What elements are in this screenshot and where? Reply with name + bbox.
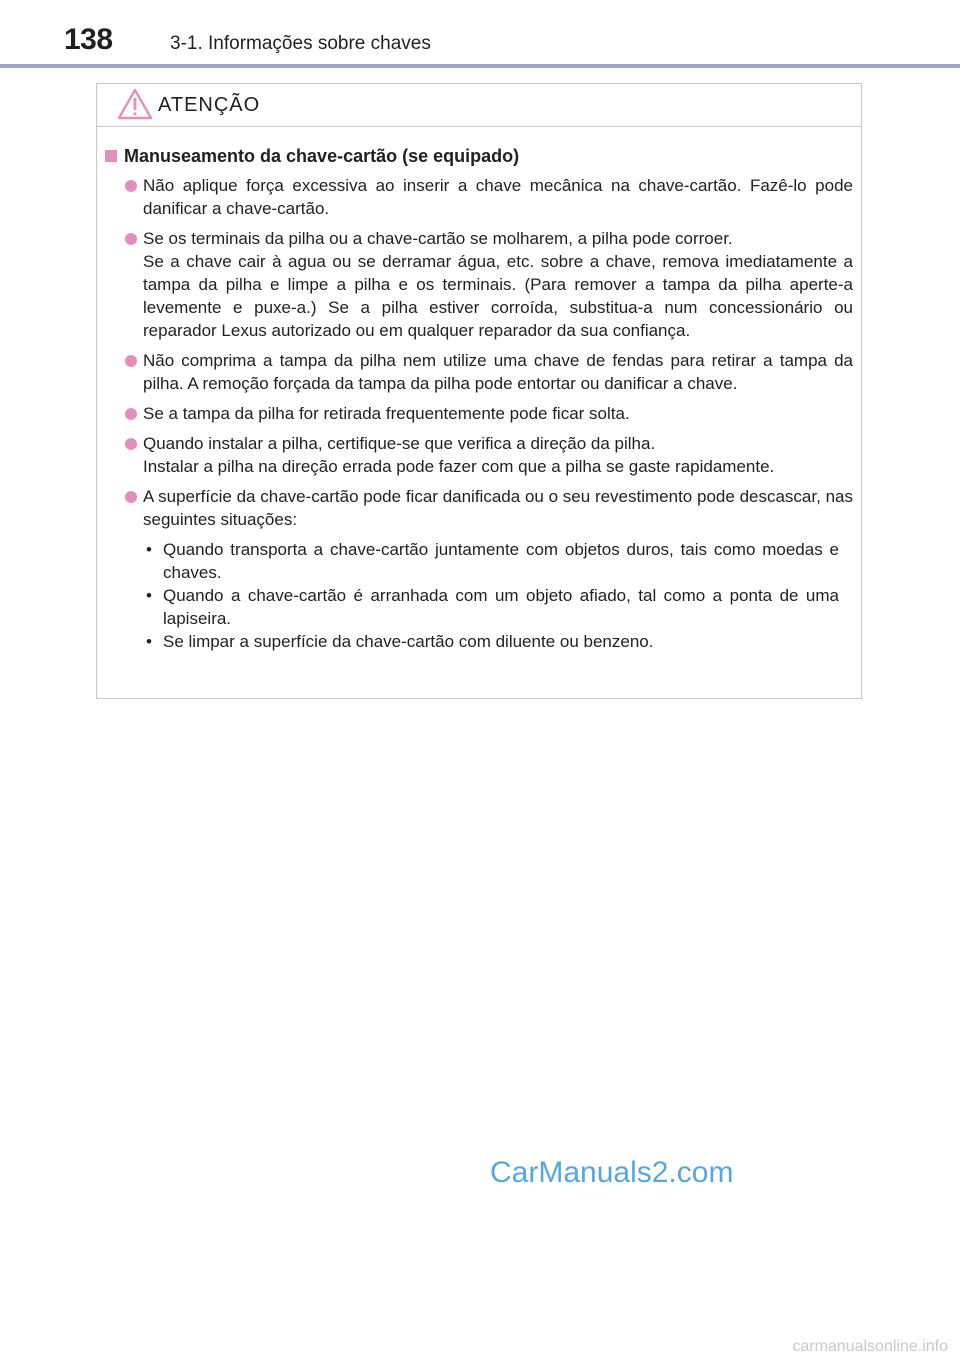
circle-bullet-icon [125,355,137,367]
item-text: Não aplique força excessiva ao inserir a chave mecânica na chave-cartão. Fazê-lo pode danificar a chave-cartão. [143,176,853,218]
section-title: 3-1. Informações sobre chaves [170,33,431,54]
subheading-text: Manuseamento da chave-cartão (se equipado) [124,146,520,166]
circle-bullet-icon [125,491,137,503]
square-bullet-icon [105,150,117,162]
sub-list-item [146,630,839,653]
page-number: 138 [64,23,113,56]
sub-list [146,538,839,653]
circle-bullet-icon [125,233,137,245]
item-text: A superfície da chave-cartão pode ficar danificada ou o seu revestimento pode descascar, nas seguintes situações: [143,487,853,529]
sub-list-item [146,538,839,584]
item-text: Não comprima a tampa da pilha nem utilize uma chave de fendas para retirar a tampa da pilha. A remoção forçada da tampa da pilha pode entortar ou danificar a chave. [143,351,853,393]
list-item [143,402,853,425]
list-item [143,485,853,653]
header-rule [0,64,960,68]
warning-box [96,83,862,699]
warning-header [97,84,861,127]
list-item [143,174,853,220]
list-item [143,349,853,395]
warning-triangle-icon [117,88,153,120]
circle-bullet-icon [125,180,137,192]
circle-bullet-icon [125,438,137,450]
item-text: Se a tampa da pilha for retirada frequentemente pode ficar solta. [143,404,630,423]
item-text: Se a chave cair à agua ou se derramar água, etc. sobre a chave, remova imediatamente a tampa da pilha e limpe a pilha e os terminais. (Para remover a tampa da pilha aperte-a levemente e puxe-a.) Se a pilha estiver corroída, substitua-a num concessionário ou reparador Lexus autorizado ou em qualquer reparador da sua confiança. [143,252,853,340]
warning-subheading [105,144,861,168]
footer-watermark: carmanualsonline.info [792,1338,948,1355]
item-text: Instalar a pilha na direção errada pode fazer com que a pilha se gaste rapidamente. [143,457,775,476]
list-item [143,432,853,478]
circle-bullet-icon [125,408,137,420]
dot-bullet: • [146,632,152,651]
dot-bullet: • [146,540,152,559]
warning-title: ATENÇÃO [158,94,261,116]
item-text: Quando instalar a pilha, certifique-se que verifica a direção da pilha. [143,434,656,453]
page-header [0,0,960,68]
sub-item-text: Quando transporta a chave-cartão juntamente com objetos duros, tais como moedas e chaves. [163,540,839,582]
item-text: Se os terminais da pilha ou a chave-cartão se molharem, a pilha pode corroer. [143,229,733,248]
sub-item-text: Se limpar a superfície da chave-cartão com diluente ou benzeno. [163,632,654,651]
sub-list-item [146,584,839,630]
dot-bullet: • [146,586,152,605]
warning-content [97,144,861,660]
watermark: CarManuals2.com [490,1156,734,1189]
sub-item-text: Quando a chave-cartão é arranhada com um objeto afiado, tal como a ponta de uma lapiseira. [163,586,839,628]
list-item [143,227,853,342]
